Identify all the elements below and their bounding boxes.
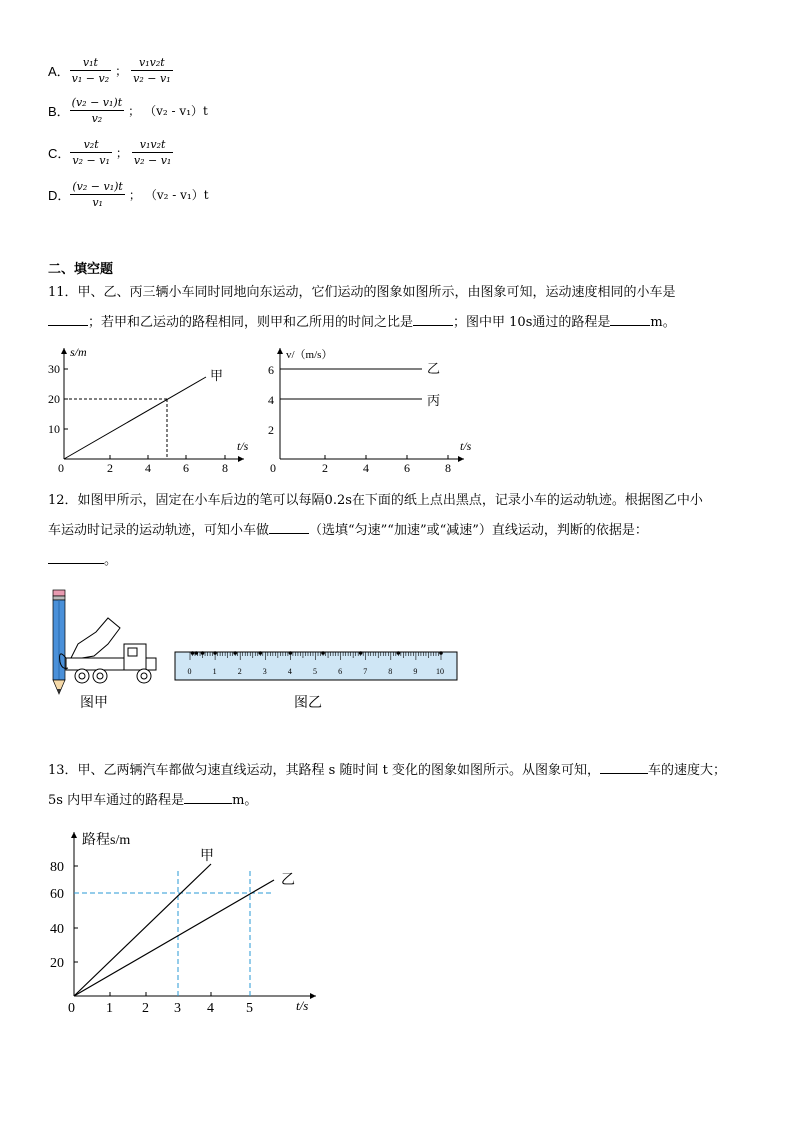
q13-line-2: 5s 内甲车通过的路程是 m。 [48, 793, 258, 808]
q12-line-1: 12．如图甲所示，固定在小车后边的笔可以每隔0.2s在下面的纸上点出黑点，记录小车的运动轨迹。根据图乙中小 [48, 493, 703, 508]
q11-line-2: ；若甲和乙运动的路程相同，则甲和乙所用的时间之比是 ；图中甲 10s通过的路程是 m。 [48, 308, 748, 338]
ruler-dot [213, 651, 217, 655]
line-jia [74, 864, 211, 996]
line-yi [74, 880, 274, 996]
line-yi-label: 乙 [281, 873, 295, 888]
q12-line-2: 车运动时记录的运动轨迹，可知小车做 （选填“匀速”“加速”或“减速”）直线运动，判断的依据是： [48, 523, 648, 538]
x-tick-6: 6 [183, 461, 189, 474]
ruler-label: 2 [237, 667, 242, 676]
x-tick-4: 4 [145, 461, 151, 474]
option-c-fraction-1: $\frac{\text{v₂t}}{\text{v₂ − v₁}}$ [72, 137, 110, 167]
option-b-fraction-1: $\frac{\text{(v₂ − v₁)t}}{\text{v₂}}$ [71, 95, 123, 125]
line-jia [64, 377, 206, 459]
pencil-icon [53, 590, 65, 694]
option-a-separator: ； [115, 63, 128, 78]
option-c-fraction-2: $\frac{\text{v₁v₂t}}{\text{v₂ − v₁}}$ [133, 137, 172, 167]
ruler-dot [233, 651, 237, 655]
q11-graph-st [44, 344, 254, 474]
option-c-label: C． [48, 145, 71, 161]
x-tick-0: 0 [270, 461, 276, 474]
q12-caption-b: 图乙 [294, 695, 322, 711]
option-d-fraction-1: $\frac{\text{(v₂ − v₁)t}}{\text{v₁}}$ [72, 179, 123, 209]
ruler-dot [191, 651, 195, 655]
y-tick-2: 2 [268, 423, 274, 437]
x-axis-label: t/s [296, 998, 309, 1013]
q12-figure-truck [44, 588, 168, 696]
x-axis-label: t/s [237, 439, 249, 453]
q11-graph-vt [264, 344, 484, 474]
x-axis-label: t/s [460, 439, 472, 453]
y-tick-40: 40 [50, 922, 64, 937]
q12-caption-a: 图甲 [80, 695, 108, 711]
ruler-label: 5 [313, 667, 317, 676]
truck-icon [60, 618, 156, 683]
ruler-dot [258, 651, 262, 655]
q13-blank-2[interactable] [184, 802, 232, 804]
option-b [48, 92, 208, 128]
y-tick-20: 20 [48, 392, 60, 406]
q11-blank-2[interactable] [413, 324, 453, 326]
x-tick-4: 4 [363, 461, 369, 474]
ruler-label: 4 [287, 667, 292, 676]
option-b-tail: （v₂ - v₁）t [144, 103, 208, 118]
q13-line-1: 13．甲、乙两辆汽车都做匀速直线运动，其路程 s 随时间 t 变化的图象如图所示。从图象可知， 车的速度大； [48, 763, 726, 778]
ruler-label: 0 [187, 667, 192, 676]
option-b-label: B． [48, 103, 70, 119]
ruler-label: 3 [262, 667, 267, 676]
ruler-dot [359, 651, 363, 655]
x-tick-2: 2 [142, 1001, 149, 1016]
q11-blank-3[interactable] [610, 324, 650, 326]
y-tick-60: 60 [50, 887, 64, 902]
line-jia-label: 甲 [200, 849, 214, 864]
ruler-dot [289, 651, 293, 655]
q12-line-3: 。 [48, 546, 748, 576]
x-tick-2: 2 [107, 461, 113, 474]
q12-figure-ruler [174, 648, 460, 682]
ruler-dot [194, 651, 198, 655]
x-tick-1: 1 [106, 1001, 113, 1016]
ruler-label: 6 [338, 667, 343, 676]
option-a-label: A． [48, 63, 70, 79]
ruler-label: 10 [436, 667, 444, 676]
q11-blank-1[interactable] [48, 324, 88, 326]
line-bing-label: 丙 [427, 393, 441, 408]
option-a-fraction-2: $\frac{\text{v₁v₂t}}{\text{v₂ − v₁}}$ [133, 55, 171, 85]
ruler-label: 1 [212, 667, 217, 676]
section-title: 二、填空题 [48, 261, 114, 276]
option-c-separator: ； [115, 145, 128, 160]
q12-blank-1[interactable] [269, 532, 309, 534]
q11-line-1: 11．甲、乙、丙三辆小车同时同地向东运动，它们运动的图象如图所示，由图象可知，运动速度相同的小车是 [48, 285, 676, 300]
y-tick-6: 6 [268, 363, 274, 377]
line-jia-label: 甲 [210, 368, 224, 383]
q12-blank-2[interactable] [48, 562, 104, 564]
y-tick-10: 10 [48, 422, 60, 436]
y-axis-label: 路程s/m [82, 833, 131, 848]
option-c [48, 134, 173, 170]
option-a [48, 52, 173, 88]
option-d-label: D． [48, 187, 71, 203]
x-tick-8: 8 [445, 461, 451, 474]
x-tick-8: 8 [222, 461, 228, 474]
y-axis-label: v/（m/s） [286, 349, 333, 361]
y-tick-30: 30 [48, 362, 60, 376]
x-tick-2: 2 [322, 461, 328, 474]
ruler-dot [397, 651, 401, 655]
y-axis-label: s/m [70, 345, 87, 359]
option-a-fraction-1: $\frac{\text{v₁t}}{\text{v₁ − v₂}}$ [71, 55, 110, 85]
y-tick-20: 20 [50, 956, 64, 971]
option-d-tail: （v₂ - v₁）t [144, 187, 209, 202]
y-tick-80: 80 [50, 860, 64, 875]
option-b-separator: ； [128, 103, 141, 118]
q12-text [48, 486, 748, 576]
q13-blank-1[interactable] [600, 772, 648, 774]
x-tick-6: 6 [404, 461, 410, 474]
x-tick-0: 0 [68, 1001, 75, 1016]
q13-text [48, 756, 758, 816]
ruler-dot [201, 651, 205, 655]
x-tick-5: 5 [246, 1001, 253, 1016]
ruler-dot [321, 651, 325, 655]
x-tick-3: 3 [174, 1001, 181, 1016]
y-tick-4: 4 [268, 393, 274, 407]
q13-graph [44, 826, 334, 1016]
ruler-label: 8 [388, 667, 393, 676]
line-yi-label: 乙 [427, 361, 441, 376]
option-d-separator: ； [128, 187, 141, 202]
ruler-label: 7 [363, 667, 368, 676]
x-tick-4: 4 [207, 1001, 214, 1016]
x-tick-0: 0 [58, 461, 64, 474]
ruler-dot [439, 651, 443, 655]
q11-text [48, 278, 748, 338]
ruler-label: 9 [413, 667, 418, 676]
option-d [48, 176, 209, 212]
